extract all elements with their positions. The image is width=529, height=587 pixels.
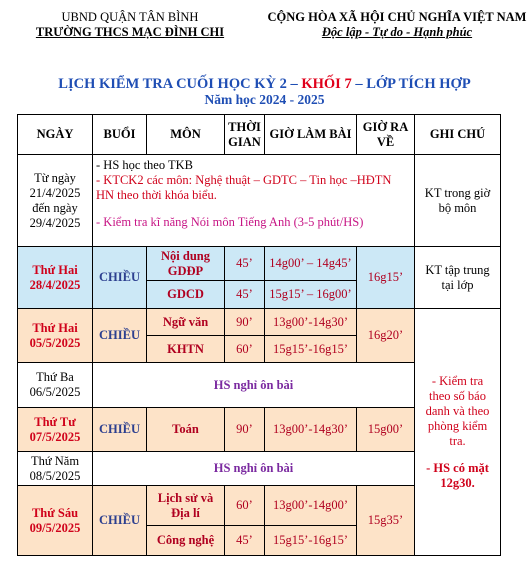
row6-date: 08/5/2025 bbox=[29, 468, 81, 483]
row2-date: 28/4/2025 bbox=[29, 277, 81, 292]
title-part1: LỊCH KIỂM TRA CUỐI HỌC KỲ 2 – bbox=[58, 76, 302, 92]
row7-subject2: Công nghệ bbox=[147, 526, 225, 556]
row2-session: CHIỀU bbox=[93, 247, 147, 309]
row7-time1: 13g00’-14g00’ bbox=[265, 486, 357, 526]
row3-time2: 15g15’-16g15’ bbox=[265, 336, 357, 363]
row5-subject: Toán bbox=[147, 408, 225, 452]
row3-dismiss: 16g20’ bbox=[357, 309, 415, 363]
col-dismiss: GIỜ RA VỀ bbox=[357, 115, 415, 155]
col-time: GIỜ LÀM BÀI bbox=[265, 115, 357, 155]
row2-dismiss: 16g15’ bbox=[357, 247, 415, 309]
header-right bbox=[262, 10, 529, 40]
row7-date: 09/5/2025 bbox=[29, 520, 81, 535]
row1-line1: - HS học theo TKB bbox=[96, 158, 193, 172]
row3-time1: 13g00’-14g30’ bbox=[265, 309, 357, 336]
row2-day-label: Thứ Hai bbox=[32, 262, 78, 277]
side-note-text1: - Kiểm tra theo số báo danh và theo phòng kiểm tra. bbox=[425, 373, 490, 448]
col-note: GHI CHÚ bbox=[415, 115, 501, 155]
row2-day bbox=[18, 247, 93, 309]
table-row bbox=[18, 247, 501, 281]
school-name: TRƯỜNG THCS MẠC ĐÌNH CHI bbox=[35, 25, 225, 39]
header-left bbox=[0, 10, 260, 40]
row1-line2: - KTCK2 các môn: Nghệ thuật – GDTC – Tin học –HĐTN HN theo thời khóa biểu. bbox=[96, 173, 392, 202]
district-name: UBND QUẬN TÂN BÌNH bbox=[61, 10, 199, 24]
row5-day-label: Thứ Tư bbox=[34, 414, 76, 429]
table-row bbox=[18, 155, 501, 247]
row5-dismiss: 15g00’ bbox=[357, 408, 415, 452]
row3-day-label: Thứ Hai bbox=[32, 320, 78, 335]
col-subject: MÔN bbox=[147, 115, 225, 155]
row1-date: Từ ngày 21/4/2025 đến ngày 29/4/2025 bbox=[18, 155, 93, 247]
row3-subject1: Ngữ văn bbox=[147, 309, 225, 336]
nation-motto: Độc lập - Tự do - Hạnh phúc bbox=[321, 25, 473, 39]
row3-date: 05/5/2025 bbox=[29, 335, 81, 350]
row5-date: 07/5/2025 bbox=[29, 429, 81, 444]
col-duration: THỜI GIAN bbox=[225, 115, 265, 155]
row6-text: HS nghỉ ôn bài bbox=[93, 452, 415, 486]
row3-duration1: 90’ bbox=[225, 309, 265, 336]
row7-duration1: 60’ bbox=[225, 486, 265, 526]
row2-note: KT tập trung tại lớp bbox=[415, 247, 501, 309]
row5-duration: 90’ bbox=[225, 408, 265, 452]
col-session: BUỔI bbox=[93, 115, 147, 155]
row6-day bbox=[18, 452, 93, 486]
row7-duration2: 45’ bbox=[225, 526, 265, 556]
row5-session: CHIỀU bbox=[93, 408, 147, 452]
school-year: Năm học 2024 - 2025 bbox=[204, 92, 325, 107]
row4-text: HS nghỉ ôn bài bbox=[93, 363, 415, 408]
row2-subject2: GDCD bbox=[147, 281, 225, 309]
side-note-text2: - HS có mặt 12g30. bbox=[426, 460, 489, 490]
row3-duration2: 60’ bbox=[225, 336, 265, 363]
schedule-table bbox=[17, 114, 501, 556]
row4-day bbox=[18, 363, 93, 408]
title-grade: KHỐI 7 bbox=[301, 76, 352, 92]
row5-time: 13g00’-14g30’ bbox=[265, 408, 357, 452]
row7-session: CHIỀU bbox=[93, 486, 147, 556]
row1-note: KT trong giờ bộ môn bbox=[415, 155, 501, 247]
row7-day-label: Thứ Sáu bbox=[31, 505, 79, 520]
row5-day bbox=[18, 408, 93, 452]
row2-subject1: Nội dung GDĐP bbox=[147, 247, 225, 281]
row7-subject1: Lịch sử và Địa lí bbox=[147, 486, 225, 526]
row4-date: 06/5/2025 bbox=[29, 385, 81, 399]
row2-time1: 14g00’ – 14g45’ bbox=[265, 247, 357, 281]
row7-day bbox=[18, 486, 93, 556]
side-note bbox=[415, 309, 501, 556]
nation-title: CỘNG HÒA XÃ HỘI CHỦ NGHĨA VIỆT NAM bbox=[267, 10, 527, 24]
row2-duration1: 45’ bbox=[225, 247, 265, 281]
col-day: NGÀY bbox=[18, 115, 93, 155]
table-row bbox=[18, 309, 501, 336]
row7-dismiss: 15g35’ bbox=[357, 486, 415, 556]
row3-day bbox=[18, 309, 93, 363]
row3-session: CHIỀU bbox=[93, 309, 147, 363]
page-title bbox=[0, 76, 529, 92]
row2-duration2: 45’ bbox=[225, 281, 265, 309]
row6-day-label: Thứ Năm bbox=[30, 453, 80, 468]
row1-line3: - Kiểm tra kĩ năng Nói môn Tiếng Anh (3-5 phút/HS) bbox=[96, 215, 364, 229]
row1-content bbox=[93, 155, 415, 247]
row2-time2: 15g15’ – 16g00’ bbox=[265, 281, 357, 309]
title-part3: – LỚP TÍCH HỢP bbox=[351, 76, 471, 92]
row7-time2: 15g15’-16g15’ bbox=[265, 526, 357, 556]
header-row bbox=[18, 115, 501, 155]
row4-day-label: Thứ Ba bbox=[36, 370, 74, 384]
row3-subject2: KHTN bbox=[147, 336, 225, 363]
